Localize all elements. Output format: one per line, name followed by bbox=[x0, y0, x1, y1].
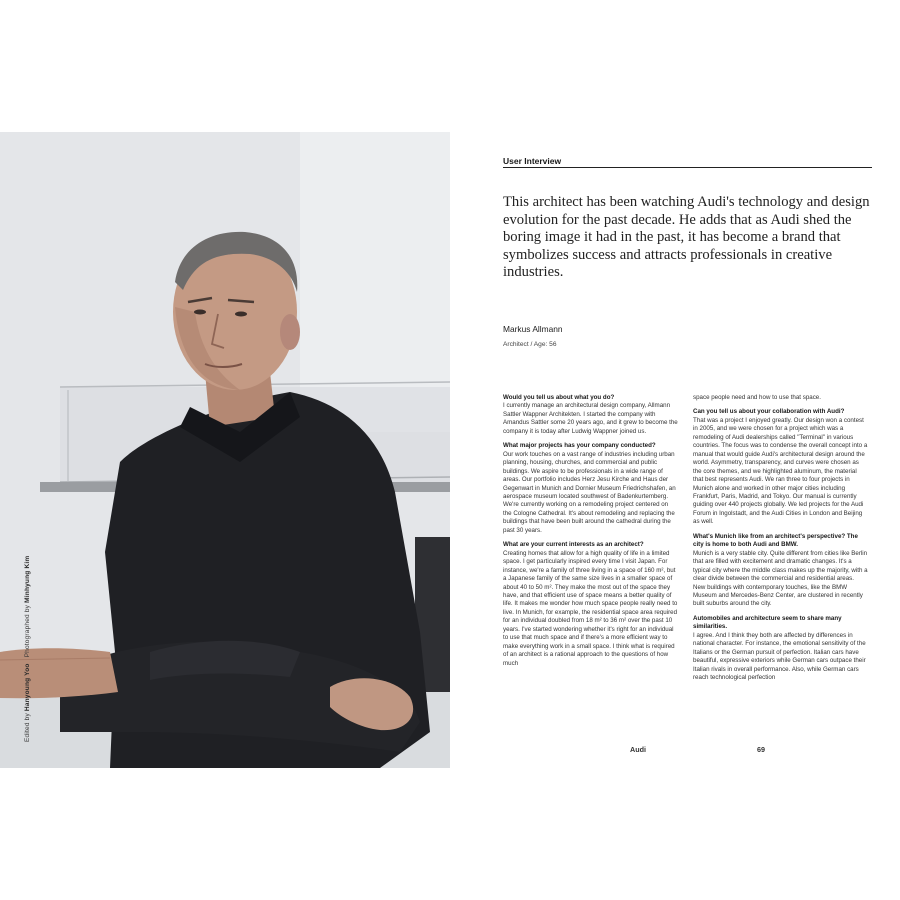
question-4: Can you tell us about your collaboration with Audi? bbox=[693, 408, 845, 416]
answer-3: Creating homes that allow for a high quality of life in a limited space. I get particularly inspired every time I visit Japan. For instance, we're a family of three living in a space of 160 m², but a Japanese family of the same size lives in a smaller space of about 40 to 50 m². They make the most out of the space they have, and that efficient use of space means a better quality of life. It makes me wonder how much space people really need to live. In Munich, for example, the residential space area required for an individual doubled from 18 m² to 36 m² over the past 10 years. I've started wondering whether it's right for an individual to use that much space and if there's a more efficient way to make everything work in a small space. I think what is required of an architect is a rational approach to the questions of how much bbox=[503, 549, 678, 667]
magazine-spread bbox=[0, 132, 900, 768]
folio-brand: Audi bbox=[630, 745, 646, 754]
credit-photographer: Minhyung Kim bbox=[24, 555, 31, 603]
portrait-illustration bbox=[0, 132, 450, 768]
interviewee-name: Markus Allmann bbox=[503, 324, 563, 334]
interviewee-role: Architect / Age: 56 bbox=[503, 341, 557, 348]
answer-3-continued: space people need and how to use that space. bbox=[693, 394, 821, 401]
text-column-left bbox=[503, 394, 678, 668]
question-6: Automobiles and architecture seem to share many similarities. bbox=[693, 614, 842, 631]
article-headline: This architect has been watching Audi's technology and design evolution for the past decade. He adds that as Audi shed the boring image it had in the past, it has become a brand that symbolizes success and attracts professionals in creative industries. bbox=[503, 194, 870, 281]
answer-1: I currently manage an architectural design company, Allmann Sattler Wappner Architekten. I started the company with Amandus Sattler some 20 years ago, and it grew to become the company it is today after Ludwig Wappner joined us. bbox=[503, 402, 678, 435]
section-label: User Interview bbox=[503, 156, 562, 166]
section-divider bbox=[503, 167, 872, 168]
question-5: What's Munich like from an architect's perspective? The city is home to both Audi and BMW. bbox=[693, 532, 858, 549]
question-2: What major projects has your company conducted? bbox=[503, 442, 656, 450]
article-page bbox=[450, 132, 900, 768]
answer-5: Munich is a very stable city. Quite different from cities like Berlin that are filled with excitement and dramatic changes. It's a typical city where the middle class makes up the majority, with a clear divide between the commercial and residential areas. New buildings with contemporary touches, like the BMW Museum and Mercedes-Benz Center, are clustered in recently built suburbs around the city. bbox=[693, 549, 868, 608]
question-1: Would you tell us about what you do? bbox=[503, 394, 615, 401]
page-number: 69 bbox=[757, 745, 765, 754]
portrait-photo bbox=[0, 132, 450, 768]
answer-4: That was a project I enjoyed greatly. Our design won a contest in 2005, and we were chosen for a project which was a remodeling of Audi dealerships called "Terminal" in various countries. The focus was to condense the overall concept into a manual that would guide Audi's architectural design around the world. Asymmetry, transparency, and curves were chosen as the core themes, and we highlighted aluminum, the material that best represents Audi. We ran three to four projects in Munich alone and worked in other major cities including Frankfurt, Paris, Madrid, and Tokyo. Our manual is currently guiding over 440 projects globally. We led projects for the Audi Forum in Ingolstadt, and the Audi Cities in London and Beijing as well. bbox=[693, 416, 868, 526]
answer-6: I agree. And I think they both are affected by differences in national character. For instance, the emotional sensitivity of the Italians or the German pursuit of perfection. Italian cars have beautiful, expressive exteriors while German cars outpace their Italian rivals in overall performance. Also, while German cars reach technological perfection bbox=[693, 631, 866, 682]
credit-editor: Hanyoung Yoo bbox=[24, 663, 31, 712]
credit-photographed-label: Photographed by bbox=[24, 604, 31, 658]
credit-edited-label: Edited by bbox=[24, 713, 31, 742]
answer-2: Our work touches on a vast range of industries including urban planning, housing, churches, and commercial and public buildings. We aspire to be professionals in a wide range of areas. Our portfolio includes Herz Jesu Kirche and Haus der Gegenwart in Munich and Dornier Museum Friedrichshafen, an aerospace museum located southwest of Badenkurtemberg. We're currently working on a remodeling project centered on the Cologne Cathedral. It's about remodeling and replacing the buildings that have been built around the cathedral during the past 30 years. bbox=[503, 450, 676, 534]
photo-credit bbox=[24, 556, 31, 742]
question-3: What are your current interests as an architect? bbox=[503, 541, 644, 549]
text-column-right bbox=[693, 394, 868, 683]
